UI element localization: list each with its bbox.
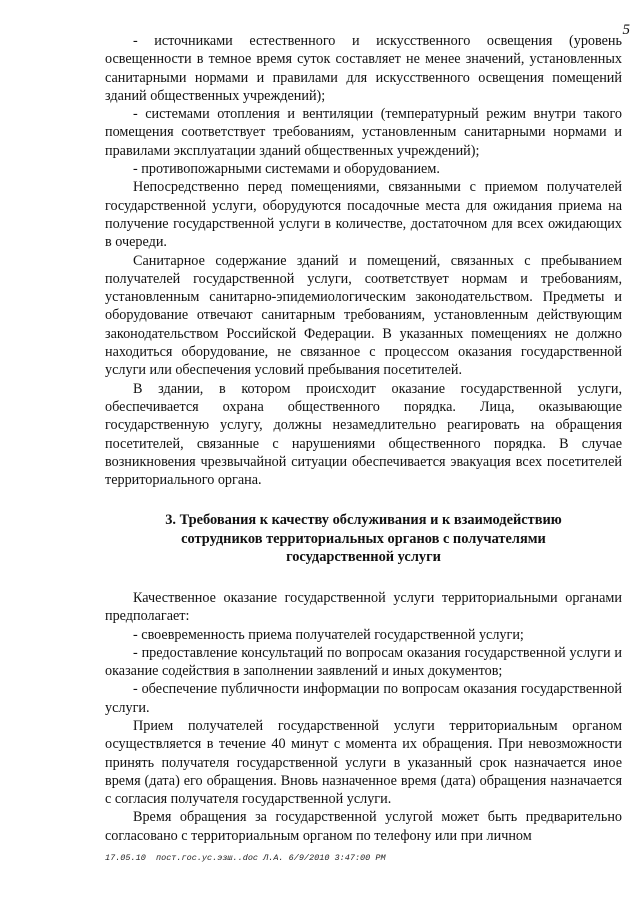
document-footer: 17.05.10 пост.гос.ус.эзш..doc Л.А. 6/9/2010 3:47:00 PM (105, 853, 386, 863)
paragraph: Непосредственно перед помещениями, связанными с приемом получателей государственной услуги, оборудуются посадочные места для ожидания приема на получение государственной услуги в количестве, достаточном для всех ожидающих в очереди. (105, 179, 622, 251)
heading-line: государственной услуги (286, 549, 441, 566)
paragraph: Прием получателей государственной услуги территориальным органом осуществляется в течение 40 минут с момента их обращения. При невозможности принять получателя государственной услуги в указанный срок назначается иное время (дата) его обращения. Вновь назначенное время (дата) обращения назначается с согласия получателя государственной услуги. (105, 718, 622, 808)
heading-line: 3. Требования к качеству обслуживания и к взаимодействию (165, 512, 562, 529)
paragraph: В здании, в котором происходит оказание государственной услуги, обеспечивается охрана общественного порядка. Лица, оказывающие государственную услугу, должны незамедлительно реагировать на обращения посетителей, связанные с нарушениями общественного порядка. В случае возникновения чрезвычайной ситуации обеспечивается эвакуация всех посетителей территориального органа. (105, 380, 622, 489)
page-number: 5 (622, 22, 630, 38)
paragraph: - противопожарными системами и оборудованием. (133, 161, 440, 178)
document-body (105, 32, 622, 845)
paragraph: Качественное оказание государственной услуги территориальными органами предполагает: (105, 589, 622, 625)
paragraph: - системами отопления и вентиляции (температурный режим внутри такого помещения соответствует требованиям, установленным санитарными нормами и правилами эксплуатации зданий общественных учреждений); (105, 106, 622, 159)
section-heading (105, 511, 622, 567)
paragraph: - своевременность приема получателей государственной услуги; (133, 626, 524, 643)
paragraph: Санитарное содержание зданий и помещений, связанных с пребыванием получателей государственной услуги, соответствует нормам и требованиям, установленным санитарно-эпидемиологическим законодательством. Предметы и оборудование отвечают санитарным требованиям, установленным действующим законодательством Российской Федерации. В указанных помещениях не должно находиться оборудование, не связанное с процессом оказания государственной услуги или обеспечения условий пребывания посетителей. (105, 252, 622, 379)
paragraph: - предоставление консультаций по вопросам оказания государственной услуги и оказание содействия в заполнении заявлений и иных документов; (105, 644, 622, 680)
paragraph: - обеспечение публичности информации по вопросам оказания государственной услуги. (105, 681, 622, 716)
heading-line: сотрудников территориальных органов с получателями (181, 530, 546, 547)
paragraph: - источниками естественного и искусственного освещения (уровень освещенности в темное время суток составляет не менее значений, установленных санитарными нормами и правилами для искусственного освещения помещений зданий общественных учреждений); (105, 33, 622, 104)
paragraph: Время обращения за государственной услугой может быть предварительно согласовано с территориальным органом по телефону или при личном (105, 809, 622, 844)
